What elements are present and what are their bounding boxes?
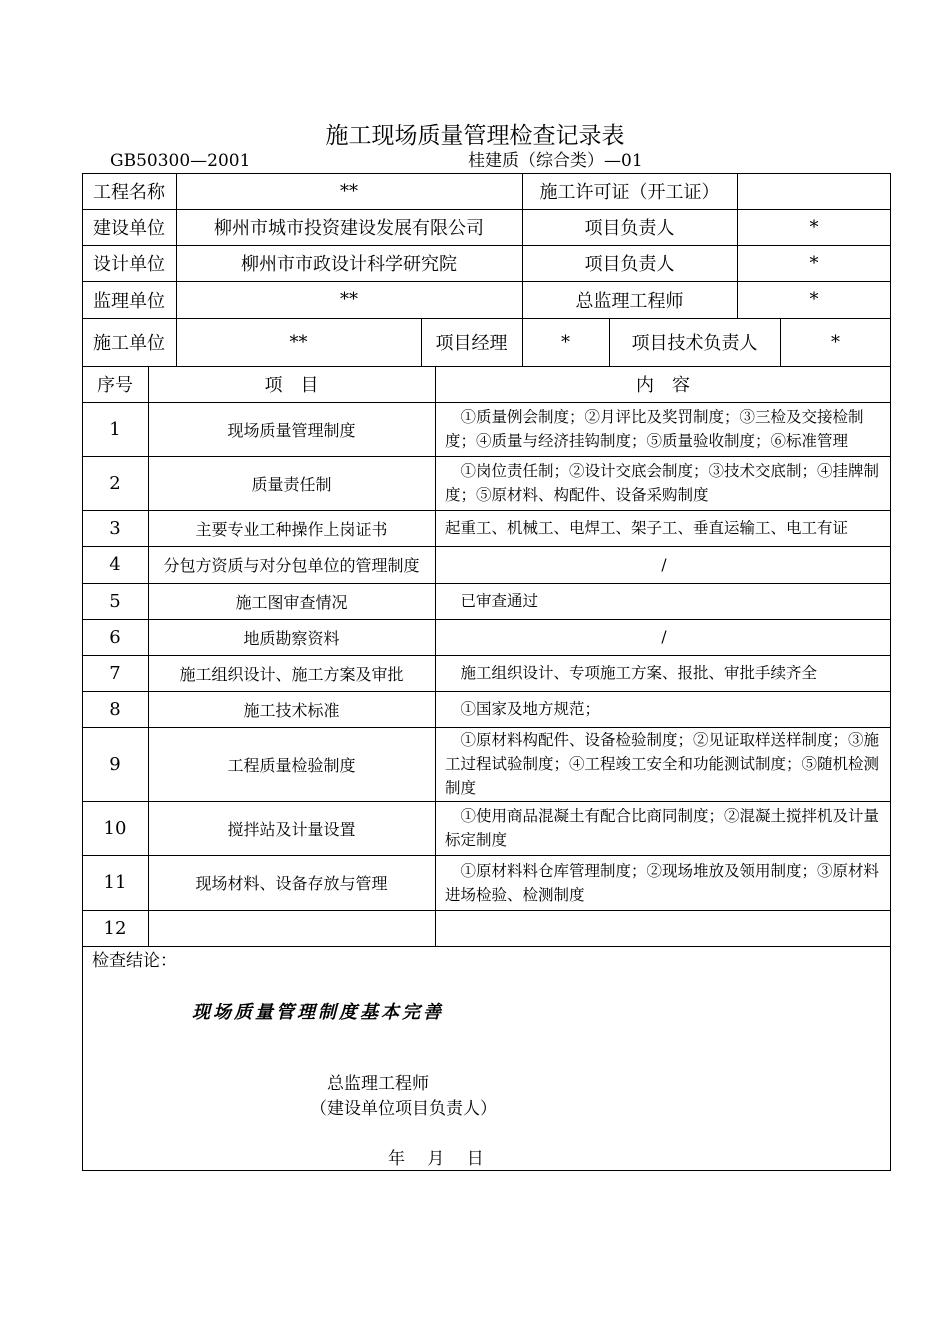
row-no: 1	[109, 418, 121, 440]
form-code: 桂建质（综合类）—01	[468, 151, 643, 171]
chief-supervisor-label: 总监理工程师	[575, 290, 684, 312]
construction-manager-label: 项目负责人	[584, 218, 675, 239]
row-content: ①质量例会制度；②月评比及奖罚制度；③三检及交接检制度；④质量与经济挂钩制度；⑤质量验收制度；⑥标准管理	[445, 408, 864, 450]
row-item: 搅拌站及计量设置	[227, 819, 356, 839]
row-content-cell	[435, 910, 891, 946]
row-item: 主要专业工种操作上岗证书	[195, 519, 388, 539]
row-content-cell	[435, 510, 891, 546]
row-item: 质量责任制	[251, 474, 332, 494]
tech-manager-value: *	[831, 331, 840, 353]
row-no: 11	[103, 872, 127, 893]
document-title: 施工现场质量管理检查记录表	[325, 123, 625, 149]
row-item: 现场材料、设备存放与管理	[195, 874, 388, 893]
row-content-cell	[435, 583, 891, 619]
standard-code: GB50300—2001	[110, 151, 251, 171]
row-no: 8	[109, 698, 121, 720]
col-item-header: 项 目	[264, 375, 319, 396]
sign-date: 年 月 日	[388, 1149, 484, 1169]
signer-title: 总监理工程师	[327, 1074, 429, 1094]
permit-label: 施工许可证（开工证）	[539, 182, 720, 203]
row-item: 施工图审查情况	[235, 592, 348, 612]
row-no: 5	[109, 590, 121, 612]
project-name-label: 工程名称	[93, 182, 165, 203]
row-content: ①使用商品混凝土有配合比商同制度；②混凝土搅拌机及计量标定制度	[445, 807, 880, 849]
row-content-cell	[435, 727, 891, 801]
row-item: 分包方资质与对分包单位的管理制度	[163, 556, 420, 575]
row-no: 12	[103, 917, 127, 939]
row-no: 2	[109, 472, 121, 494]
row-content-cell	[435, 456, 891, 510]
design-unit-value: 柳州市市政设计科学研究院	[241, 254, 457, 275]
col-content-header: 内 容	[636, 375, 690, 396]
row-no: 3	[109, 517, 121, 539]
row-no: 10	[103, 817, 127, 839]
row-content-cell	[435, 855, 891, 910]
row-content-cell	[435, 402, 891, 456]
construction-manager-value: *	[809, 216, 819, 238]
row-content: 已审查通过	[460, 592, 539, 610]
row-content: 施工组织设计、专项施工方案、报批、审批手续齐全	[460, 664, 818, 682]
project-name-value: **	[340, 180, 358, 202]
project-manager-label: 项目经理	[435, 333, 508, 354]
contractor-label: 施工单位	[93, 333, 165, 354]
row-content-cell	[435, 619, 891, 655]
row-content-cell	[435, 691, 891, 727]
row-content-cell	[435, 655, 891, 691]
row-item: 施工技术标准	[243, 700, 340, 720]
tech-manager-label: 项目技术负责人	[631, 333, 758, 354]
row-item: 施工组织设计、施工方案及审批	[179, 664, 404, 684]
row-no: 4	[109, 554, 121, 575]
contractor-value: **	[289, 331, 308, 353]
row-no: 7	[109, 662, 121, 684]
row-item: 地质勘察资料	[243, 628, 340, 648]
construction-unit-label: 建设单位	[93, 218, 165, 239]
row-content: ①岗位责任制；②设计交底会制度；③技术交底制；④挂牌制度；⑤原材料、构配件、设备采购制度	[445, 462, 880, 504]
row-no: 6	[109, 626, 121, 648]
row-content: /	[661, 555, 667, 574]
row-content: ①原材料构配件、设备检验制度；②见证取样送样制度；③施工过程试验制度；④工程竣工安全和功能测试制度；⑤随机检测制度	[445, 731, 880, 797]
col-no-header: 序号	[97, 375, 133, 396]
supervision-unit-value: **	[340, 289, 358, 310]
row-content-cell	[435, 546, 891, 583]
conclusion-label: 检查结论：	[92, 951, 177, 971]
row-content-cell	[435, 801, 891, 855]
row-content: ①原材料料仓库管理制度；②现场堆放及领用制度；③原材料进场检验、检测制度	[445, 861, 880, 904]
conclusion-text: 现场质量管理制度基本完善	[192, 1002, 444, 1023]
row-content: /	[661, 628, 667, 646]
design-manager-label: 项目负责人	[584, 254, 675, 275]
project-manager-value: *	[561, 331, 570, 353]
design-unit-label: 设计单位	[93, 254, 165, 275]
row-content: 起重工、机械工、电焊工、架子工、垂直运输工、电工有证	[445, 519, 849, 537]
row-content: ①国家及地方规范；	[460, 700, 601, 718]
chief-supervisor-value: *	[809, 289, 819, 310]
row-no: 9	[109, 753, 121, 775]
permit-value	[737, 173, 891, 209]
row-item: 现场质量管理制度	[227, 420, 356, 440]
supervision-unit-label: 监理单位	[93, 290, 165, 312]
row-item: 工程质量检验制度	[227, 755, 356, 775]
construction-unit-value: 柳州市城市投资建设发展有限公司	[214, 218, 484, 239]
design-manager-value: *	[809, 252, 819, 274]
signer-sub: （建设单位项目负责人）	[310, 1099, 497, 1119]
row-item	[148, 910, 435, 946]
